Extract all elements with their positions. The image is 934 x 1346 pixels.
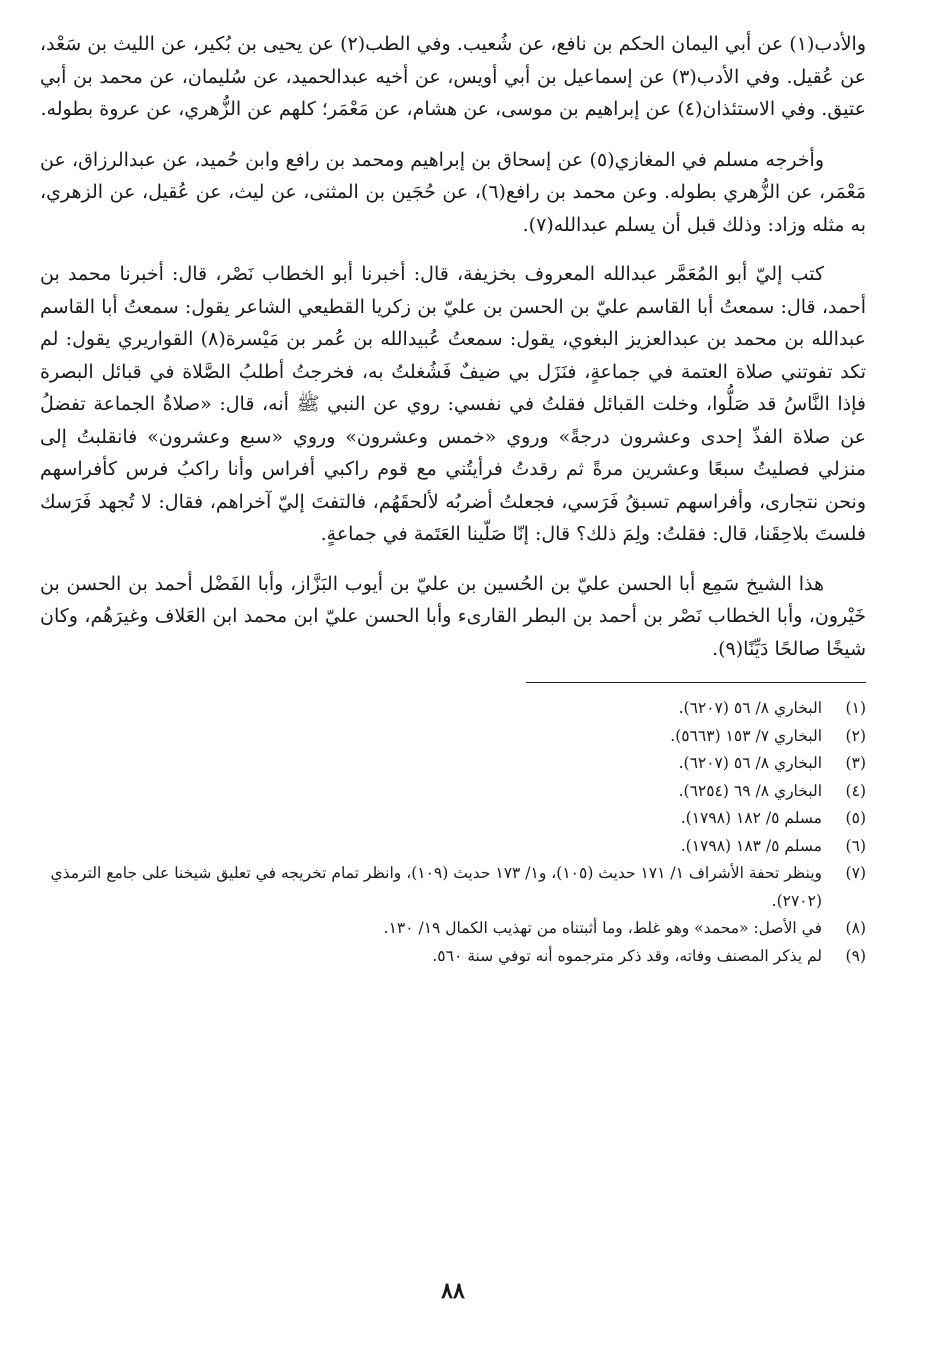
footnote-number: (٨) <box>845 919 866 937</box>
footnote-text: مسلم ٥/ ١٨٣ (١٧٩٨). <box>680 836 822 855</box>
footnote-number: (٢) <box>845 726 866 745</box>
footnote-item <box>40 915 866 943</box>
footnote-item <box>40 750 866 778</box>
footnote-number: (٥) <box>845 809 866 827</box>
footnote-number: (١) <box>845 699 866 717</box>
footnote-number: (٦) <box>845 836 866 855</box>
footnote-item <box>40 723 866 751</box>
footnote-number: (٣) <box>845 754 866 772</box>
footnote-item <box>40 860 866 915</box>
footnotes-list <box>40 695 866 970</box>
footnote-text: وينظر تحفة الأشراف ١/ ١٧١ حديث (١٠٥)، و١/ ١٧٣ حديث (١٠٩)، وانظر تمام تخريجه في تعليق شيخنا على جامع الترمذي (٢٧٠٢). <box>50 864 822 910</box>
footnote-item <box>40 833 866 861</box>
footnote-text: البخاري ٨/ ٦٩ (٦٢٥٤). <box>678 781 822 800</box>
page-number: ٨٨ <box>441 1278 465 1304</box>
footnote-text: لم يذكر المصنف وفاته، وقد ذكر مترجموه أنه توفي سنة ٥٦٠. <box>432 946 822 965</box>
footnote-number: (٧) <box>845 864 866 882</box>
footnote-text: البخاري ٧/ ١٥٣ (٥٦٦٣). <box>670 726 822 745</box>
paragraph-hadith-sources-bukhari: والأدب(١) عن أبي اليمان الحكم بن نافع، عن شُعيب. وفي الطب(٢) عن يحيى بن بُكير، عن الليث بن سَعْد، عن عُقيل. وفي الأدب(٣) عن إسماعيل بن أبي أويس، عن أخيه عبدالحميد، عن سُليمان، عن محمد بن أبي عتيق. وفي الاستئذان(٤) عن إبراهيم بن موسى، عن هشام، عن مَعْمَر؛ كلهم عن الزُّهري، عن عروة بطوله. <box>40 33 867 120</box>
footnote-number: (٤) <box>845 781 866 800</box>
footnote-item <box>40 778 866 806</box>
paragraph-hadith-sources-muslim: وأخرجه مسلم في المغازي(٥) عن إسحاق بن إبراهيم ومحمد بن رافع وابن حُميد، عن عبدالرزاق، عن مَعْمَر، عن الزُّهري بطوله. وعن محمد بن رافع(٦)، عن حُجَين بن المثنى، عن ليث، عن عُقيل، عن الزهري، به مثله وزاد: وذلك قبل أن يسلم عبدالله(٧). <box>40 148 866 236</box>
document-page <box>40 28 866 1326</box>
footnote-text: البخاري ٨/ ٥٦ (٦٢٠٧). <box>678 699 822 717</box>
footnote-number: (٩) <box>845 946 866 965</box>
footnote-item <box>40 943 866 971</box>
footnote-text: في الأصل: «محمد» وهو غلط، وما أثبتناه من تهذيب الكمال ١٩/ ١٣٠. <box>383 919 822 937</box>
paragraph-narration: كتب إليّ أبو المُعَمَّر عبدالله المعروف بخزيفة، قال: أخبرنا أبو الخطاب نَصْر، قال: أخبرنا محمد بن أحمد، قال: سمعتُ أبا القاسم عليّ بن الحسن بن عليّ بن زكريا القطيعي الشاعر يقول: سمعتُ أبا القاسم عبدالله بن محمد بن عبدالعزيز البغوي، يقول: سمعتُ عُبيدالله بن عُمر بن مَيْسرة(٨) القواريري يقول: لم تكد تفوتني صلاة العتمة في جماعةٍ، فنَزَل بي ضيفٌ فَشُغلتُ به، فخرجتُ أطلبُ الصَّلاة في قبائل البصرة فإذا النَّاسُ قد صَلُّوا، وخلت القبائل فقلتُ في نفسي: روي عن النبي ﷺ أنه، قال: «صلاةُ الجماعة تفضلُ عن صلاة الفذّ إحدى وعشرون درجةً» وروي «خمس وعشرون» وروي «سبع وعشرون» فانقلبتُ إلى منزلي فصليتُ سبعًا وعشرين مرةً ثم رقدتُ فرأيتُني مع قوم راكبي أفراس وأنا راكبُ فرس كأفراسهم ونحن نتجارى، وأفراسهم تسبقُ فَرَسي، فجعلتُ أضربُه لألحقَهُم، فالتفتَ إليّ آخراهم، فقال: لا تُجهد فَرَسك فلستَ بلاحِقَنا، قال: فقلتُ: ولِمَ ذلك؟ قال: إنّا صَلّينا العَتَمة في جماعةٍ. <box>40 263 866 545</box>
footnote-divider <box>526 682 866 683</box>
footnote-text: مسلم ٥/ ١٨٢ (١٧٩٨). <box>680 809 822 827</box>
paragraph-biography: هذا الشيخ سَمِع أبا الحسن عليّ بن الحُسين بن عليّ بن أيوب البَزَّاز، وأبا الفَضْل أحمد بن الحسن بن خَيْرون، وأبا الخطاب نَصْر بن أحمد بن البطر القارىء وأبا الحسن عليّ ابن محمد ابن العَلاف وغيرَهُم، وكان شيخًا صالحًا دَيِّنًا(٩). <box>40 572 866 660</box>
footnote-item <box>40 805 866 833</box>
footnote-text: البخاري ٨/ ٥٦ (٦٢٠٧). <box>678 754 822 772</box>
footnote-item <box>40 695 866 723</box>
